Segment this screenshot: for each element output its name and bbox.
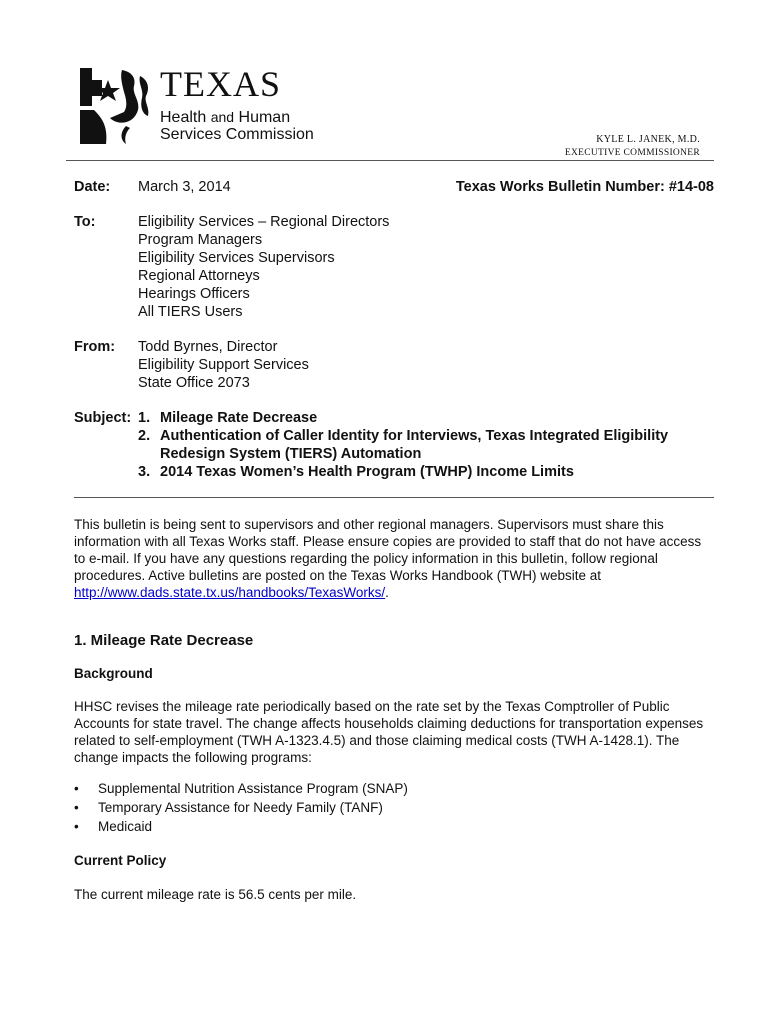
background-heading: Background [74, 666, 153, 681]
subject-item-2-cont: Redesign System (TIERS) Automation [160, 446, 422, 462]
recipient: Regional Attorneys [138, 268, 260, 284]
list-item: • Temporary Assistance for Needy Family (TANF) [74, 800, 383, 815]
header-rule [66, 160, 714, 161]
recipient: Hearings Officers [138, 286, 250, 302]
executive-name: KYLE L. JANEK, M.D. [596, 134, 700, 145]
subject-label: Subject: [74, 410, 132, 426]
recipient: All TIERS Users [138, 304, 243, 320]
subject-item-2: 2. Authentication of Caller Identity for Interviews, Texas Integrated Eligibility [138, 428, 669, 444]
org-name: TEXAS [160, 64, 281, 104]
subject-item-3: 3. 2014 Texas Women’s Health Program (TWHP) Income Limits [138, 464, 574, 480]
org-line-3: Services Commission [160, 126, 314, 143]
from-label: From: [74, 339, 116, 355]
program-list [74, 779, 408, 836]
current-policy-heading: Current Policy [74, 853, 167, 868]
bulletin-number: Texas Works Bulletin Number: #14-08 [455, 179, 714, 195]
to-recipients [138, 213, 389, 321]
background-paragraph: HHSC revises the mileage rate periodically based on the rate set by the Texas Comptroller of Public Accounts for state travel. The change affects households claiming deductions for transportation expenses related to self-employment (TWH A-1323.4.5) and those claiming medical costs (TWH A-1428.1). The change impacts the following programs: [74, 699, 704, 765]
org-line-2: Health and Human [160, 109, 291, 126]
from-lines [138, 338, 309, 392]
from-line: Todd Byrnes, Director [138, 339, 278, 355]
from-line: State Office 2073 [138, 375, 250, 391]
current-policy-text: The current mileage rate is 56.5 cents per mile. [74, 887, 357, 902]
executive-title: EXECUTIVE COMMISSIONER [564, 148, 700, 158]
subject-item-1: 1. Mileage Rate Decrease [138, 410, 318, 426]
subject-rule [74, 497, 714, 498]
list-item: • Medicaid [74, 819, 153, 834]
to-label: To: [74, 214, 96, 230]
twh-website-link[interactable]: http://www.dads.state.tx.us/handbooks/TexasWorks/ [74, 585, 386, 600]
hhsc-logo [80, 66, 155, 144]
from-line: Eligibility Support Services [138, 357, 309, 373]
date-label: Date: [74, 179, 111, 195]
date-value: March 3, 2014 [138, 179, 231, 195]
recipient: Program Managers [138, 232, 263, 248]
section-heading: 1. Mileage Rate Decrease [74, 632, 254, 649]
intro-paragraph: This bulletin is being sent to supervisors and other regional managers. Supervisors must share this information with all Texas Works staff. Please ensure copies are provided to staff that do not have access to e-mail. If you have any questions regarding the policy information in this bulletin, follow regional procedures. Active bulletins are posted on the Texas Works Handbook (TWH) website at http://www.dads.state.tx.us/handbooks/TexasWorks/. [74, 517, 702, 600]
list-item: • Supplemental Nutrition Assistance Program (SNAP) [74, 781, 408, 796]
recipient: Eligibility Services Supervisors [138, 250, 335, 266]
recipient: Eligibility Services – Regional Directors [138, 214, 390, 230]
